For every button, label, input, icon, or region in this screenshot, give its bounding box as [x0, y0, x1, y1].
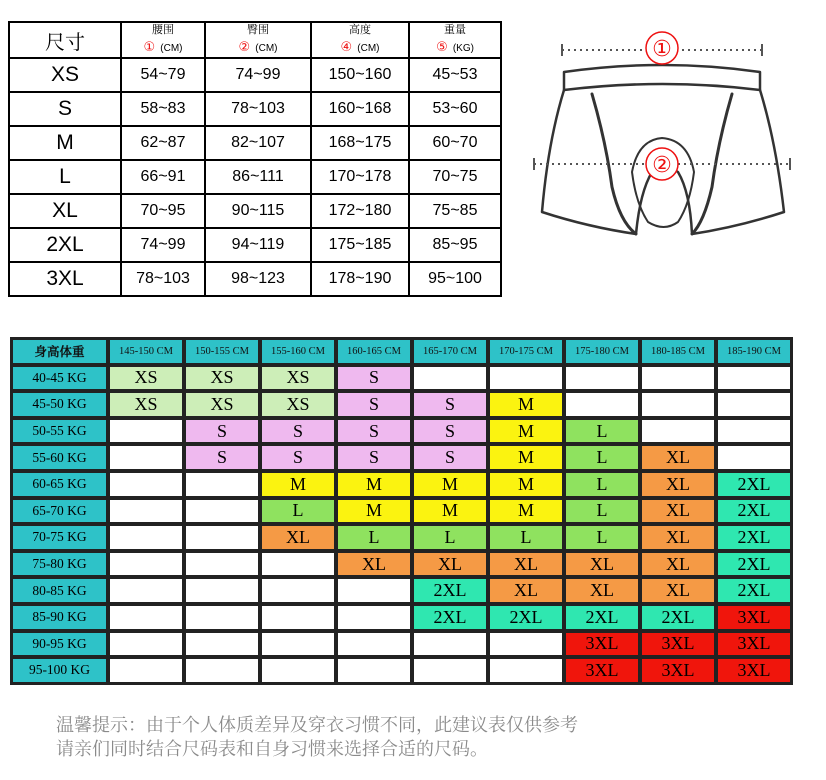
measurement-value: 160~168	[311, 92, 409, 126]
column-unit: (CM)	[160, 43, 183, 55]
column-marker: ①	[143, 40, 156, 56]
empty-cell	[718, 446, 790, 469]
size-cell: 2XL	[718, 500, 790, 523]
size-measurement-table	[8, 21, 502, 297]
height-column-header: 180-185 CM	[642, 340, 714, 363]
size-cell: M	[262, 473, 334, 496]
size-cell: XL	[642, 526, 714, 549]
measurement-value: 172~180	[311, 194, 409, 228]
empty-cell	[110, 606, 182, 629]
size-cell: M	[414, 473, 486, 496]
height-column-header: 170-175 CM	[490, 340, 562, 363]
measurement-value: 58~83	[121, 92, 205, 126]
measurement-value: 62~87	[121, 126, 205, 160]
size-cell: XL	[414, 553, 486, 576]
empty-cell	[490, 659, 562, 682]
measurement-value: 168~175	[311, 126, 409, 160]
empty-cell	[718, 420, 790, 443]
size-label: M	[9, 126, 121, 160]
tip-line-1: 温馨提示：由于个人体质差异及穿衣习惯不同，此建议表仅供参考	[56, 715, 578, 736]
size-cell: XS	[110, 393, 182, 416]
empty-cell	[186, 659, 258, 682]
size-cell: S	[338, 367, 410, 390]
empty-cell	[186, 633, 258, 656]
empty-cell	[642, 393, 714, 416]
hip-column-header	[205, 22, 311, 58]
empty-cell	[414, 659, 486, 682]
size-cell: XL	[490, 579, 562, 602]
waist-column-header	[121, 22, 205, 58]
measurement-value: 178~190	[311, 262, 409, 296]
size-cell: 3XL	[718, 633, 790, 656]
measurement-value: 82~107	[205, 126, 311, 160]
height-column-header: 155-160 CM	[262, 340, 334, 363]
empty-cell	[338, 659, 410, 682]
height-column-header: 165-170 CM	[414, 340, 486, 363]
measurement-value: 75~85	[409, 194, 501, 228]
size-table-row	[9, 160, 501, 194]
measurement-value: 150~160	[311, 58, 409, 92]
size-cell: 2XL	[490, 606, 562, 629]
size-cell: XL	[566, 553, 638, 576]
weight-row-label: 65-70 KG	[13, 500, 106, 523]
waist-marker: ①	[652, 37, 672, 62]
empty-cell	[718, 393, 790, 416]
size-cell: S	[186, 420, 258, 443]
size-table-row	[9, 228, 501, 262]
size-cell: M	[338, 473, 410, 496]
size-cell: M	[490, 473, 562, 496]
size-cell: XS	[186, 393, 258, 416]
height-column-header: 160-165 CM	[338, 340, 410, 363]
size-cell: XL	[642, 553, 714, 576]
size-cell: L	[262, 500, 334, 523]
weight-row-label: 75-80 KG	[13, 553, 106, 576]
empty-cell	[566, 367, 638, 390]
height-column-header: 150-155 CM	[186, 340, 258, 363]
size-cell: L	[490, 526, 562, 549]
size-cell: 2XL	[718, 473, 790, 496]
size-cell: XL	[642, 500, 714, 523]
empty-cell	[186, 579, 258, 602]
size-label: XS	[9, 58, 121, 92]
column-marker: ⑤	[436, 40, 448, 56]
size-column-header: 尺寸	[9, 22, 121, 58]
size-cell: M	[490, 393, 562, 416]
size-cell: 2XL	[718, 526, 790, 549]
height-column-header	[311, 22, 409, 58]
measurement-value: 95~100	[409, 262, 501, 296]
size-cell: M	[490, 446, 562, 469]
size-cell: L	[566, 473, 638, 496]
size-cell: XS	[110, 367, 182, 390]
size-cell: M	[414, 500, 486, 523]
height-weight-size-grid	[10, 337, 793, 685]
size-cell: XL	[262, 526, 334, 549]
size-label: L	[9, 160, 121, 194]
measurement-value: 60~70	[409, 126, 501, 160]
measurement-value: 90~115	[205, 194, 311, 228]
size-cell: L	[566, 526, 638, 549]
empty-cell	[186, 500, 258, 523]
empty-cell	[110, 579, 182, 602]
height-column-header: 185-190 CM	[718, 340, 790, 363]
size-cell: L	[566, 420, 638, 443]
column-name: 重量	[444, 23, 466, 37]
empty-cell	[110, 473, 182, 496]
column-unit: (CM)	[255, 43, 278, 55]
size-cell: 2XL	[642, 606, 714, 629]
measurement-value: 86~111	[205, 160, 311, 194]
empty-cell	[110, 553, 182, 576]
measurement-value: 78~103	[205, 92, 311, 126]
size-cell: XL	[338, 553, 410, 576]
weight-row-label: 60-65 KG	[13, 473, 106, 496]
weight-row-label: 40-45 KG	[13, 367, 106, 390]
size-cell: S	[262, 420, 334, 443]
size-cell: 2XL	[414, 579, 486, 602]
size-cell: 3XL	[566, 633, 638, 656]
empty-cell	[110, 420, 182, 443]
size-cell: 2XL	[414, 606, 486, 629]
empty-cell	[262, 553, 334, 576]
measurement-value: 74~99	[205, 58, 311, 92]
size-cell: L	[414, 526, 486, 549]
empty-cell	[566, 393, 638, 416]
size-cell: 3XL	[642, 633, 714, 656]
column-marker: ②	[238, 40, 251, 56]
size-cell: S	[262, 446, 334, 469]
size-cell: 2XL	[718, 579, 790, 602]
measurement-value: 94~119	[205, 228, 311, 262]
column-name: 腰围	[152, 23, 174, 37]
measurement-value: 170~178	[311, 160, 409, 194]
size-label: XL	[9, 194, 121, 228]
size-cell: 3XL	[718, 659, 790, 682]
empty-cell	[110, 446, 182, 469]
size-cell: XS	[262, 393, 334, 416]
empty-cell	[110, 633, 182, 656]
measurement-value: 175~185	[311, 228, 409, 262]
size-cell: S	[414, 446, 486, 469]
size-table-header-row	[9, 22, 501, 58]
size-cell: M	[338, 500, 410, 523]
empty-cell	[110, 526, 182, 549]
weight-row-label: 50-55 KG	[13, 420, 106, 443]
size-cell: XS	[262, 367, 334, 390]
size-cell: L	[338, 526, 410, 549]
empty-cell	[186, 526, 258, 549]
size-label: 2XL	[9, 228, 121, 262]
measurement-value: 45~53	[409, 58, 501, 92]
size-cell: M	[490, 500, 562, 523]
empty-cell	[338, 606, 410, 629]
waistband-outline	[564, 65, 760, 90]
size-table-row	[9, 92, 501, 126]
empty-cell	[110, 500, 182, 523]
weight-row-label: 80-85 KG	[13, 579, 106, 602]
empty-cell	[262, 659, 334, 682]
shorts-illustration	[528, 22, 800, 262]
size-cell: L	[566, 446, 638, 469]
column-unit: (CM)	[357, 43, 380, 55]
grid-corner-label: 身高体重	[13, 340, 106, 363]
size-cell: L	[566, 500, 638, 523]
size-table-body	[9, 22, 501, 296]
size-label: 3XL	[9, 262, 121, 296]
size-cell: 3XL	[566, 659, 638, 682]
size-cell: 2XL	[718, 553, 790, 576]
size-table-row	[9, 262, 501, 296]
weight-row-label: 55-60 KG	[13, 446, 106, 469]
size-cell: S	[338, 446, 410, 469]
weight-row-label: 85-90 KG	[13, 606, 106, 629]
size-cell: XL	[642, 446, 714, 469]
weight-row-label: 45-50 KG	[13, 393, 106, 416]
empty-cell	[186, 473, 258, 496]
column-unit: (KG)	[452, 43, 474, 55]
weight-row-label: 70-75 KG	[13, 526, 106, 549]
measurement-value: 66~91	[121, 160, 205, 194]
size-cell: M	[490, 420, 562, 443]
column-marker: ④	[340, 40, 353, 56]
size-label: S	[9, 92, 121, 126]
size-grid	[13, 340, 790, 682]
measurement-value: 70~95	[121, 194, 205, 228]
empty-cell	[642, 420, 714, 443]
measurement-value: 53~60	[409, 92, 501, 126]
weight-row-label: 90-95 KG	[13, 633, 106, 656]
height-column-header: 175-180 CM	[566, 340, 638, 363]
empty-cell	[186, 553, 258, 576]
size-table-row	[9, 194, 501, 228]
tip-note	[56, 714, 816, 762]
measurement-value: 98~123	[205, 262, 311, 296]
size-cell: S	[186, 446, 258, 469]
size-cell: XL	[566, 579, 638, 602]
size-table-row	[9, 58, 501, 92]
empty-cell	[642, 367, 714, 390]
empty-cell	[262, 579, 334, 602]
size-cell: S	[414, 420, 486, 443]
size-cell: 3XL	[642, 659, 714, 682]
measurement-value: 78~103	[121, 262, 205, 296]
empty-cell	[262, 606, 334, 629]
height-column-header: 145-150 CM	[110, 340, 182, 363]
column-name: 高度	[349, 23, 371, 37]
measurement-value: 54~79	[121, 58, 205, 92]
weight-column-header	[409, 22, 501, 58]
size-cell: 3XL	[718, 606, 790, 629]
empty-cell	[262, 633, 334, 656]
size-cell: S	[338, 420, 410, 443]
empty-cell	[490, 367, 562, 390]
weight-row-label: 95-100 KG	[13, 659, 106, 682]
size-cell: 2XL	[566, 606, 638, 629]
size-cell: S	[414, 393, 486, 416]
tip-line-2: 请亲们同时结合尺码表和自身习惯来选择合适的尺码。	[56, 739, 488, 760]
column-name: 臀围	[247, 23, 269, 37]
size-cell: XL	[642, 473, 714, 496]
size-cell: XL	[490, 553, 562, 576]
empty-cell	[186, 606, 258, 629]
size-cell: S	[338, 393, 410, 416]
empty-cell	[490, 633, 562, 656]
empty-cell	[338, 633, 410, 656]
empty-cell	[414, 367, 486, 390]
measurement-value: 74~99	[121, 228, 205, 262]
hip-marker: ②	[652, 153, 672, 178]
empty-cell	[718, 367, 790, 390]
size-cell: XL	[642, 579, 714, 602]
empty-cell	[414, 633, 486, 656]
measurement-value: 70~75	[409, 160, 501, 194]
size-cell: XS	[186, 367, 258, 390]
size-table-row	[9, 126, 501, 160]
empty-cell	[110, 659, 182, 682]
empty-cell	[338, 579, 410, 602]
measurement-value: 85~95	[409, 228, 501, 262]
